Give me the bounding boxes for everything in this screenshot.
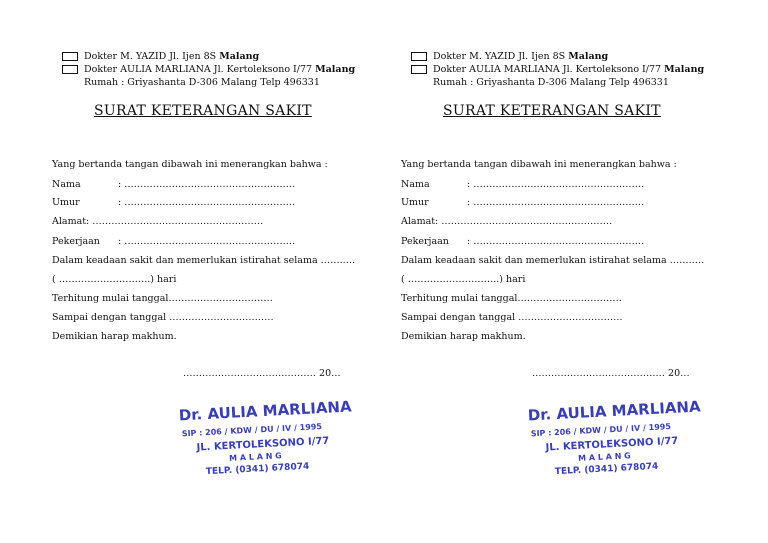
umur-row xyxy=(52,197,295,208)
nama-field[interactable]: : ……………………………………………… xyxy=(118,179,296,190)
closing-text: Demikian harap makhum. xyxy=(52,331,177,342)
umur-row xyxy=(401,197,644,208)
pekerjaan-row xyxy=(401,236,644,247)
doctor1-checkbox[interactable] xyxy=(411,52,427,61)
stamp-phone: TELP. (0341) 678074 xyxy=(554,461,659,478)
doctor1-checkbox[interactable] xyxy=(62,52,78,61)
stamp-sip: SIP : 206 / KDW / DU / IV / 1995 xyxy=(530,422,672,439)
pekerjaan-row xyxy=(52,236,295,247)
doctor1-city: Malang xyxy=(219,51,260,62)
doctor2-line xyxy=(62,64,355,76)
start-date-field[interactable]: Terhitung mulai tanggal…………………………… xyxy=(401,293,622,304)
rest-line[interactable]: Dalam keadaan sakit dan memerlukan istirahat selama ……..… xyxy=(401,255,705,266)
pekerjaan-field[interactable]: : ……………………………………………… xyxy=(118,236,296,247)
doctor1-text: Dokter M. YAZID Jl. Ijen 8S xyxy=(433,51,566,62)
intro-text: Yang bertanda tangan dibawah ini menerangkan bahwa : xyxy=(52,159,328,170)
nama-field[interactable]: : ……………………………………………… xyxy=(467,179,645,190)
nama-label: Nama xyxy=(401,179,430,190)
closing-text: Demikian harap makhum. xyxy=(401,331,526,342)
stamp-phone: TELP. (0341) 678074 xyxy=(205,461,310,478)
nama-row xyxy=(52,179,295,190)
home-address: Rumah : Griyashanta D-306 Malang Telp 496331 xyxy=(84,77,320,88)
doctor2-line xyxy=(411,64,704,76)
doctor2-city: Malang xyxy=(664,64,705,75)
doctor1-city: Malang xyxy=(568,51,609,62)
letter-title: SURAT KETERANGAN SAKIT xyxy=(94,103,312,119)
umur-field[interactable]: : ……………………………………………… xyxy=(118,197,296,208)
umur-label: Umur xyxy=(52,197,80,208)
intro-text: Yang bertanda tangan dibawah ini menerangkan bahwa : xyxy=(401,159,677,170)
stamp-name: Dr. AULIA MARLIANA xyxy=(527,397,702,425)
home-address: Rumah : Griyashanta D-306 Malang Telp 496331 xyxy=(433,77,669,88)
stamp-name: Dr. AULIA MARLIANA xyxy=(178,397,353,425)
nama-label: Nama xyxy=(52,179,81,190)
nama-row xyxy=(401,179,644,190)
stamp-city: M A L A N G xyxy=(228,451,282,463)
doctor-stamp xyxy=(519,390,709,480)
letter-title: SURAT KETERANGAN SAKIT xyxy=(443,103,661,119)
stamp-street: JL. KERTOLEKSONO I/77 xyxy=(196,435,330,454)
days-field[interactable]: ( ………………………..) hari xyxy=(401,274,526,285)
days-field[interactable]: ( ………………………..) hari xyxy=(52,274,177,285)
stamp-street: JL. KERTOLEKSONO I/77 xyxy=(545,435,679,454)
alamat-field[interactable]: Alamat: ……………………………………………… xyxy=(401,216,613,227)
doctor2-city: Malang xyxy=(315,64,356,75)
doctor2-text: Dokter AULIA MARLIANA Jl. Kertoleksono I/77 xyxy=(84,64,313,75)
stamp-city: M A L A N G xyxy=(577,451,631,463)
doctor1-text: Dokter M. YAZID Jl. Ijen 8S xyxy=(84,51,217,62)
date-line[interactable]: …………………………………… 20… xyxy=(183,368,341,379)
doctor1-line xyxy=(62,51,259,63)
stamp-sip: SIP : 206 / KDW / DU / IV / 1995 xyxy=(181,422,323,439)
doctor2-text: Dokter AULIA MARLIANA Jl. Kertoleksono I/77 xyxy=(433,64,662,75)
doctor-stamp xyxy=(170,390,360,480)
pekerjaan-label: Pekerjaan xyxy=(52,236,100,247)
pekerjaan-label: Pekerjaan xyxy=(401,236,449,247)
date-line[interactable]: …………………………………… 20… xyxy=(532,368,690,379)
end-date-field[interactable]: Sampai dengan tanggal …………………………… xyxy=(401,312,623,323)
umur-label: Umur xyxy=(401,197,429,208)
start-date-field[interactable]: Terhitung mulai tanggal…………………………… xyxy=(52,293,273,304)
doctor1-line xyxy=(411,51,608,63)
doctor2-checkbox[interactable] xyxy=(62,65,78,74)
end-date-field[interactable]: Sampai dengan tanggal …………………………… xyxy=(52,312,274,323)
alamat-field[interactable]: Alamat: ……………………………………………… xyxy=(52,216,264,227)
rest-line[interactable]: Dalam keadaan sakit dan memerlukan istirahat selama ……..… xyxy=(52,255,356,266)
sick-letter-right xyxy=(349,0,733,543)
doctor2-checkbox[interactable] xyxy=(411,65,427,74)
umur-field[interactable]: : ……………………………………………… xyxy=(467,197,645,208)
pekerjaan-field[interactable]: : ……………………………………………… xyxy=(467,236,645,247)
